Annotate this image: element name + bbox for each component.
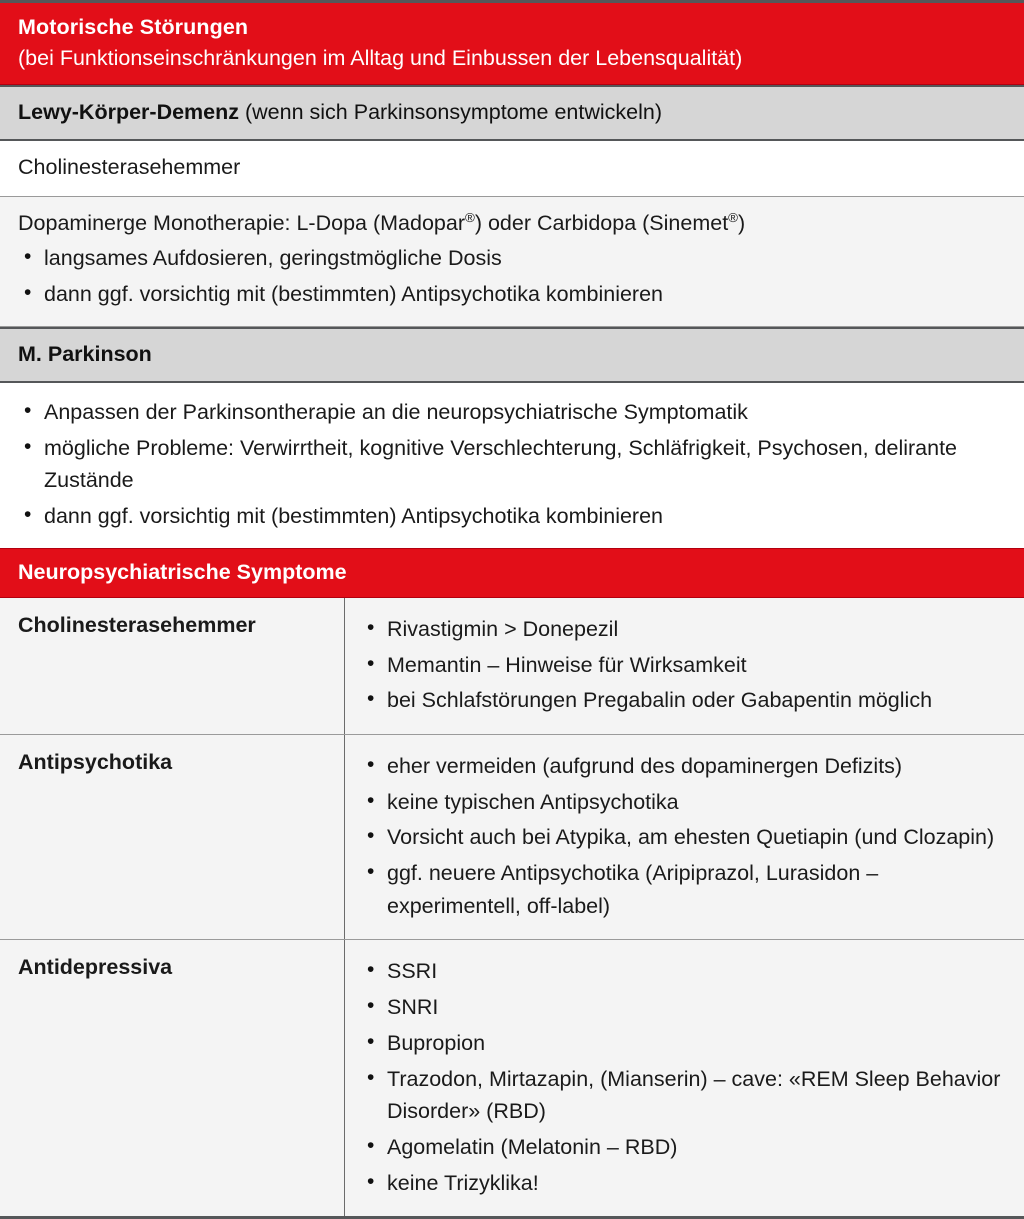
list-item: • bei Schlafstörungen Pregabalin oder Gabapentin möglich <box>363 684 1008 717</box>
row-body-antipsychotika <box>345 735 1024 939</box>
list-item: • mögliche Probleme: Verwirrtheit, kognitive Verschlechterung, Schläfrigkeit, Psychosen, delirante Zustände <box>18 432 1006 497</box>
antidepressiva-bullet-list <box>363 955 1008 1199</box>
list-item: • SSRI <box>363 955 1008 988</box>
list-item: • dann ggf. vorsichtig mit (bestimmten) Antipsychotika kombinieren <box>18 278 1006 311</box>
subsection-header-parkinson <box>0 327 1024 383</box>
antipsychotika-bullet-list <box>363 750 1008 922</box>
section-header-neuro <box>0 548 1024 599</box>
list-item: • Rivastigmin > Donepezil <box>363 613 1008 646</box>
list-item: • eher vermeiden (aufgrund des dopaminergen Defizits) <box>363 750 1008 783</box>
dopaminerge-lead-part-b: ) oder Carbidopa (Sinemet <box>474 210 729 235</box>
registered-trademark-icon: ® <box>728 209 738 225</box>
parkinson-bullet-list <box>18 396 1006 533</box>
row-neuro-antipsychotika <box>0 735 1024 940</box>
cholinesterase-bullet-list <box>363 613 1008 717</box>
list-item: • langsames Aufdosieren, geringstmögliche Dosis <box>18 242 1006 275</box>
list-item: • SNRI <box>363 991 1008 1024</box>
list-item: • ggf. neuere Antipsychotika (Aripiprazol, Lurasidon – experimentell, off-label) <box>363 857 1008 922</box>
section-header-neuro-title: Neuropsychiatrische Symptome <box>18 559 347 584</box>
list-item: • Memantin – Hinweise für Wirksamkeit <box>363 649 1008 682</box>
row-neuro-antidepressiva <box>0 940 1024 1216</box>
subsection-header-parkinson-title: M. Parkinson <box>18 341 152 366</box>
list-item: • keine Trizyklika! <box>363 1167 1008 1200</box>
subsection-header-lewy-note: (wenn sich Parkinsonsymptome entwickeln) <box>239 100 663 125</box>
subsection-header-lewy-bold: Lewy-Körper-Demenz <box>18 100 240 125</box>
list-item: • Trazodon, Mirtazapin, (Mianserin) – cave: «REM Sleep Behavior Disorder» (RBD) <box>363 1063 1008 1128</box>
registered-trademark-icon: ® <box>464 209 475 225</box>
row-label-antidepressiva: Antidepressiva <box>0 940 345 1216</box>
list-item: • Anpassen der Parkinsontherapie an die neuropsychiatrische Symptomatik <box>18 396 1006 429</box>
list-item: • keine typischen Antipsychotika <box>363 786 1008 819</box>
row-lewy-dopaminerge <box>0 197 1024 327</box>
list-item: • dann ggf. vorsichtig mit (bestimmten) Antipsychotika kombinieren <box>18 500 1006 533</box>
list-item: • Agomelatin (Melatonin – RBD) <box>363 1131 1008 1164</box>
section-header-motor-subtitle: (bei Funktionseinschränkungen im Alltag und Einbussen der Lebensqualität) <box>18 45 743 70</box>
row-parkinson-bullets <box>0 383 1024 548</box>
row-body-antidepressiva <box>345 940 1024 1216</box>
row-neuro-cholinesterase <box>0 598 1024 735</box>
row-label-antipsychotika: Antipsychotika <box>0 735 345 939</box>
row-lewy-dopaminerge-bullets <box>18 242 1006 310</box>
section-header-motor-title: Motorische Störungen <box>18 15 249 39</box>
row-label-cholinesterase: Cholinesterasehemmer <box>0 598 345 734</box>
list-item: • Vorsicht auch bei Atypika, am ehesten Quetiapin (und Clozapin) <box>363 821 1008 854</box>
section-header-motor <box>0 3 1024 85</box>
list-item: • Bupropion <box>363 1027 1008 1060</box>
row-body-cholinesterase <box>345 598 1024 734</box>
dopaminerge-lead-part-a: Dopaminerge Monotherapie: L-Dopa (Madopar <box>18 210 465 235</box>
row-lewy-cholinesterase <box>0 141 1024 197</box>
dopaminerge-lead-part-c: ) <box>738 210 746 235</box>
row-lewy-cholinesterase-text: Cholinesterasehemmer <box>18 155 241 180</box>
row-lewy-dopaminerge-lead <box>18 207 1006 240</box>
subsection-header-lewy <box>0 85 1024 141</box>
